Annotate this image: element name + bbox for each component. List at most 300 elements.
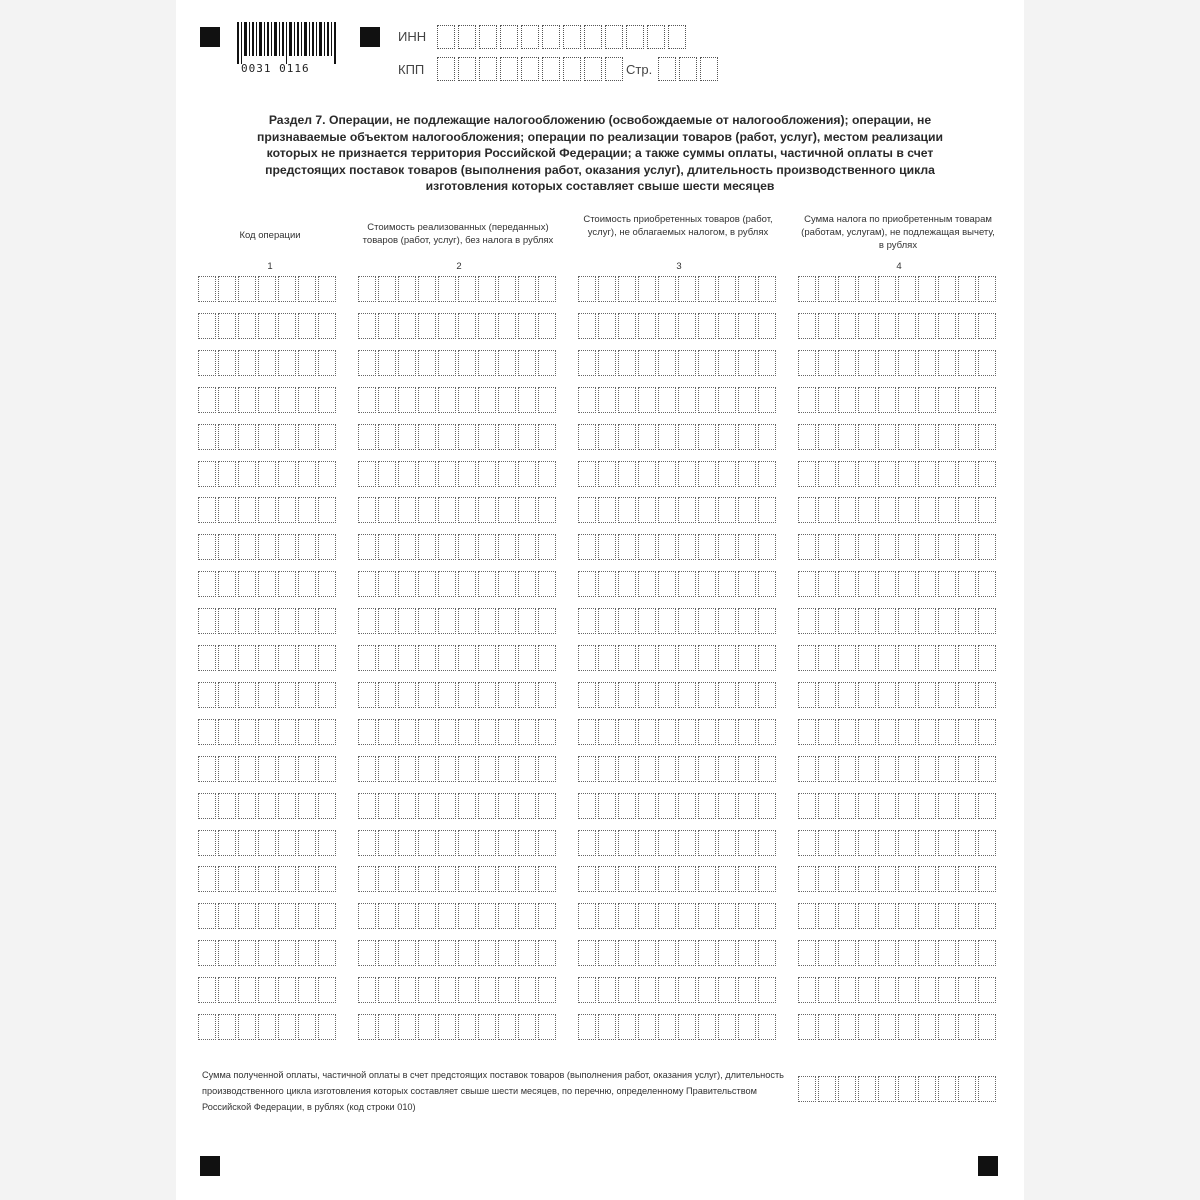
entry-cell[interactable] <box>458 645 476 671</box>
entry-cell[interactable] <box>858 903 876 929</box>
entry-cell[interactable] <box>218 350 236 376</box>
entry-cell[interactable] <box>238 682 256 708</box>
sold-value-field[interactable] <box>358 608 558 634</box>
entry-cell[interactable] <box>758 313 776 339</box>
entry-cell[interactable] <box>858 461 876 487</box>
entry-cell[interactable] <box>478 830 496 856</box>
entry-cell[interactable] <box>258 276 276 302</box>
entry-cell[interactable] <box>198 645 216 671</box>
entry-cell[interactable] <box>858 793 876 819</box>
operation-code-field[interactable] <box>198 276 338 302</box>
entry-cell[interactable] <box>978 313 996 339</box>
entry-cell[interactable] <box>798 387 816 413</box>
entry-cell[interactable] <box>218 719 236 745</box>
entry-cell[interactable] <box>938 424 956 450</box>
entry-cell[interactable] <box>918 350 936 376</box>
entry-cell[interactable] <box>518 830 536 856</box>
sold-value-field[interactable] <box>358 940 558 966</box>
entry-cell[interactable] <box>518 793 536 819</box>
entry-cell[interactable] <box>978 461 996 487</box>
entry-cell[interactable] <box>878 756 896 782</box>
entry-cell[interactable] <box>498 350 516 376</box>
entry-cell[interactable] <box>518 424 536 450</box>
entry-cell[interactable] <box>358 940 376 966</box>
entry-cell[interactable] <box>738 534 756 560</box>
entry-cell[interactable] <box>658 571 676 597</box>
entry-cell[interactable] <box>278 977 296 1003</box>
entry-cell[interactable] <box>578 608 596 634</box>
entry-cell[interactable] <box>238 313 256 339</box>
entry-cell[interactable] <box>538 608 556 634</box>
entry-cell[interactable] <box>298 940 316 966</box>
entry-cell[interactable] <box>498 977 516 1003</box>
entry-cell[interactable] <box>498 866 516 892</box>
entry-cell[interactable] <box>218 1014 236 1040</box>
entry-cell[interactable] <box>258 387 276 413</box>
entry-cell[interactable] <box>878 276 896 302</box>
entry-cell[interactable] <box>858 830 876 856</box>
entry-cell[interactable] <box>578 866 596 892</box>
entry-cell[interactable] <box>598 977 616 1003</box>
entry-cell[interactable] <box>498 1014 516 1040</box>
entry-cell[interactable] <box>418 313 436 339</box>
entry-cell[interactable] <box>698 940 716 966</box>
entry-cell[interactable] <box>638 866 656 892</box>
tax-amount-field[interactable] <box>798 645 998 671</box>
entry-cell[interactable] <box>498 682 516 708</box>
entry-cell[interactable] <box>538 1014 556 1040</box>
entry-cell[interactable] <box>378 497 396 523</box>
entry-cell[interactable] <box>678 387 696 413</box>
entry-cell[interactable] <box>818 645 836 671</box>
entry-cell[interactable] <box>258 497 276 523</box>
entry-cell[interactable] <box>498 793 516 819</box>
entry-cell[interactable] <box>578 940 596 966</box>
entry-cell[interactable] <box>278 571 296 597</box>
entry-cell[interactable] <box>738 793 756 819</box>
entry-cell[interactable] <box>718 1014 736 1040</box>
entry-cell[interactable] <box>278 645 296 671</box>
entry-cell[interactable] <box>718 682 736 708</box>
operation-code-field[interactable] <box>198 571 338 597</box>
entry-cell[interactable] <box>578 977 596 1003</box>
entry-cell[interactable] <box>738 903 756 929</box>
entry-cell[interactable] <box>758 497 776 523</box>
entry-cell[interactable] <box>658 497 676 523</box>
entry-cell[interactable] <box>798 461 816 487</box>
entry-cell[interactable] <box>838 866 856 892</box>
entry-cell[interactable] <box>518 350 536 376</box>
entry-cell[interactable] <box>358 424 376 450</box>
entry-cell[interactable] <box>438 350 456 376</box>
entry-cell[interactable] <box>278 903 296 929</box>
entry-cell[interactable] <box>418 608 436 634</box>
entry-cell[interactable] <box>238 977 256 1003</box>
tax-amount-field[interactable] <box>798 313 998 339</box>
entry-cell[interactable] <box>238 719 256 745</box>
entry-cell[interactable] <box>858 350 876 376</box>
entry-cell[interactable] <box>698 645 716 671</box>
entry-cell[interactable] <box>278 276 296 302</box>
entry-cell[interactable] <box>238 645 256 671</box>
entry-cell[interactable] <box>618 830 636 856</box>
entry-cell[interactable] <box>478 793 496 819</box>
total-cell[interactable] <box>958 1076 976 1102</box>
entry-cell[interactable] <box>838 461 856 487</box>
entry-cell[interactable] <box>938 903 956 929</box>
purchased-value-field[interactable] <box>578 276 778 302</box>
sold-value-field[interactable] <box>358 350 558 376</box>
entry-cell[interactable] <box>278 608 296 634</box>
entry-cell[interactable] <box>278 866 296 892</box>
entry-cell[interactable] <box>738 977 756 1003</box>
entry-cell[interactable] <box>638 903 656 929</box>
entry-cell[interactable] <box>298 682 316 708</box>
entry-cell[interactable] <box>718 719 736 745</box>
entry-cell[interactable] <box>818 756 836 782</box>
entry-cell[interactable] <box>478 719 496 745</box>
entry-cell[interactable] <box>798 313 816 339</box>
entry-cell[interactable] <box>898 866 916 892</box>
entry-cell[interactable] <box>698 756 716 782</box>
entry-cell[interactable] <box>518 719 536 745</box>
entry-cell[interactable] <box>478 608 496 634</box>
entry-cell[interactable] <box>438 830 456 856</box>
entry-cell[interactable] <box>538 313 556 339</box>
entry-cell[interactable] <box>318 682 336 708</box>
entry-cell[interactable] <box>718 461 736 487</box>
entry-cell[interactable] <box>438 645 456 671</box>
entry-cell[interactable] <box>938 940 956 966</box>
entry-cell[interactable] <box>758 276 776 302</box>
entry-cell[interactable] <box>618 276 636 302</box>
entry-cell[interactable] <box>278 313 296 339</box>
entry-cell[interactable] <box>238 793 256 819</box>
entry-cell[interactable] <box>718 497 736 523</box>
entry-cell[interactable] <box>578 645 596 671</box>
entry-cell[interactable] <box>838 682 856 708</box>
entry-cell[interactable] <box>938 608 956 634</box>
entry-cell[interactable] <box>258 1014 276 1040</box>
entry-cell[interactable] <box>698 977 716 1003</box>
entry-cell[interactable] <box>398 1014 416 1040</box>
entry-cell[interactable] <box>938 719 956 745</box>
entry-cell[interactable] <box>498 424 516 450</box>
entry-cell[interactable] <box>498 903 516 929</box>
entry-cell[interactable] <box>838 756 856 782</box>
entry-cell[interactable] <box>198 461 216 487</box>
entry-cell[interactable] <box>458 719 476 745</box>
entry-cell[interactable] <box>238 461 256 487</box>
entry-cell[interactable] <box>418 534 436 560</box>
entry-cell[interactable] <box>858 1014 876 1040</box>
entry-cell[interactable] <box>678 350 696 376</box>
entry-cell[interactable] <box>598 571 616 597</box>
entry-cell[interactable] <box>818 682 836 708</box>
entry-cell[interactable] <box>478 387 496 413</box>
entry-cell[interactable] <box>578 682 596 708</box>
tax-amount-field[interactable] <box>798 830 998 856</box>
entry-cell[interactable] <box>398 313 416 339</box>
entry-cell[interactable] <box>678 682 696 708</box>
purchased-value-field[interactable] <box>578 350 778 376</box>
entry-cell[interactable] <box>598 424 616 450</box>
entry-cell[interactable] <box>938 461 956 487</box>
entry-cell[interactable] <box>458 756 476 782</box>
entry-cell[interactable] <box>918 793 936 819</box>
entry-cell[interactable] <box>318 534 336 560</box>
entry-cell[interactable] <box>198 350 216 376</box>
operation-code-field[interactable] <box>198 830 338 856</box>
entry-cell[interactable] <box>878 313 896 339</box>
entry-cell[interactable] <box>678 461 696 487</box>
entry-cell[interactable] <box>898 645 916 671</box>
entry-cell[interactable] <box>318 719 336 745</box>
entry-cell[interactable] <box>418 756 436 782</box>
entry-cell[interactable] <box>498 645 516 671</box>
entry-cell[interactable] <box>878 534 896 560</box>
entry-cell[interactable] <box>398 571 416 597</box>
entry-cell[interactable] <box>438 276 456 302</box>
entry-cell[interactable] <box>378 608 396 634</box>
operation-code-field[interactable] <box>198 793 338 819</box>
entry-cell[interactable] <box>978 497 996 523</box>
entry-cell[interactable] <box>398 350 416 376</box>
entry-cell[interactable] <box>958 756 976 782</box>
sold-value-field[interactable] <box>358 977 558 1003</box>
entry-cell[interactable] <box>678 793 696 819</box>
entry-cell[interactable] <box>398 719 416 745</box>
entry-cell[interactable] <box>818 276 836 302</box>
entry-cell[interactable] <box>758 977 776 1003</box>
entry-cell[interactable] <box>418 276 436 302</box>
entry-cell[interactable] <box>198 313 216 339</box>
entry-cell[interactable] <box>898 977 916 1003</box>
entry-cell[interactable] <box>938 756 956 782</box>
entry-cell[interactable] <box>538 682 556 708</box>
entry-cell[interactable] <box>718 830 736 856</box>
entry-cell[interactable] <box>798 977 816 1003</box>
entry-cell[interactable] <box>438 719 456 745</box>
entry-cell[interactable] <box>478 461 496 487</box>
entry-cell[interactable] <box>598 608 616 634</box>
entry-cell[interactable] <box>638 830 656 856</box>
entry-cell[interactable] <box>358 719 376 745</box>
entry-cell[interactable] <box>598 830 616 856</box>
entry-cell[interactable] <box>878 571 896 597</box>
entry-cell[interactable] <box>978 1014 996 1040</box>
entry-cell[interactable] <box>398 793 416 819</box>
entry-cell[interactable] <box>458 276 476 302</box>
entry-cell[interactable] <box>978 903 996 929</box>
entry-cell[interactable] <box>738 571 756 597</box>
entry-cell[interactable] <box>318 977 336 1003</box>
entry-cell[interactable] <box>258 313 276 339</box>
entry-cell[interactable] <box>758 424 776 450</box>
purchased-value-field[interactable] <box>578 793 778 819</box>
entry-cell[interactable] <box>238 1014 256 1040</box>
entry-cell[interactable] <box>538 903 556 929</box>
entry-cell[interactable] <box>858 940 876 966</box>
entry-cell[interactable] <box>758 608 776 634</box>
entry-cell[interactable] <box>678 534 696 560</box>
entry-cell[interactable] <box>318 645 336 671</box>
entry-cell[interactable] <box>198 977 216 1003</box>
entry-cell[interactable] <box>218 866 236 892</box>
entry-cell[interactable] <box>918 940 936 966</box>
entry-cell[interactable] <box>898 756 916 782</box>
entry-cell[interactable] <box>218 387 236 413</box>
entry-cell[interactable] <box>838 276 856 302</box>
entry-cell[interactable] <box>738 719 756 745</box>
entry-cell[interactable] <box>298 793 316 819</box>
entry-cell[interactable] <box>858 866 876 892</box>
entry-cell[interactable] <box>658 866 676 892</box>
entry-cell[interactable] <box>978 571 996 597</box>
entry-cell[interactable] <box>378 461 396 487</box>
entry-cell[interactable] <box>678 424 696 450</box>
entry-cell[interactable] <box>438 756 456 782</box>
entry-cell[interactable] <box>738 756 756 782</box>
entry-cell[interactable] <box>878 461 896 487</box>
entry-cell[interactable] <box>358 830 376 856</box>
entry-cell[interactable] <box>898 534 916 560</box>
entry-cell[interactable] <box>658 276 676 302</box>
entry-cell[interactable] <box>718 977 736 1003</box>
entry-cell[interactable] <box>918 313 936 339</box>
entry-cell[interactable] <box>958 793 976 819</box>
entry-cell[interactable] <box>538 645 556 671</box>
entry-cell[interactable] <box>798 645 816 671</box>
entry-cell[interactable] <box>718 866 736 892</box>
entry-cell[interactable] <box>798 866 816 892</box>
entry-cell[interactable] <box>258 645 276 671</box>
entry-cell[interactable] <box>538 571 556 597</box>
entry-cell[interactable] <box>898 830 916 856</box>
entry-cell[interactable] <box>618 719 636 745</box>
entry-cell[interactable] <box>738 313 756 339</box>
entry-cell[interactable] <box>518 756 536 782</box>
entry-cell[interactable] <box>578 350 596 376</box>
entry-cell[interactable] <box>218 756 236 782</box>
purchased-value-field[interactable] <box>578 571 778 597</box>
entry-cell[interactable] <box>538 793 556 819</box>
entry-cell[interactable] <box>598 903 616 929</box>
entry-cell[interactable] <box>278 719 296 745</box>
entry-cell[interactable] <box>318 793 336 819</box>
entry-cell[interactable] <box>678 313 696 339</box>
entry-cell[interactable] <box>398 497 416 523</box>
entry-cell[interactable] <box>698 387 716 413</box>
entry-cell[interactable] <box>318 571 336 597</box>
entry-cell[interactable] <box>318 387 336 413</box>
entry-cell[interactable] <box>258 903 276 929</box>
total-cell[interactable] <box>878 1076 896 1102</box>
entry-cell[interactable] <box>458 424 476 450</box>
entry-cell[interactable] <box>318 608 336 634</box>
entry-cell[interactable] <box>818 830 836 856</box>
entry-cell[interactable] <box>978 350 996 376</box>
entry-cell[interactable] <box>658 350 676 376</box>
entry-cell[interactable] <box>578 313 596 339</box>
entry-cell[interactable] <box>278 350 296 376</box>
entry-cell[interactable] <box>418 866 436 892</box>
sold-value-field[interactable] <box>358 793 558 819</box>
entry-cell[interactable] <box>478 313 496 339</box>
entry-cell[interactable] <box>218 682 236 708</box>
entry-cell[interactable] <box>718 313 736 339</box>
entry-cell[interactable] <box>238 387 256 413</box>
entry-cell[interactable] <box>438 608 456 634</box>
entry-cell[interactable] <box>638 350 656 376</box>
entry-cell[interactable] <box>438 793 456 819</box>
entry-cell[interactable] <box>598 387 616 413</box>
entry-cell[interactable] <box>678 903 696 929</box>
entry-cell[interactable] <box>438 461 456 487</box>
entry-cell[interactable] <box>218 977 236 1003</box>
entry-cell[interactable] <box>958 719 976 745</box>
entry-cell[interactable] <box>758 571 776 597</box>
entry-cell[interactable] <box>858 977 876 1003</box>
entry-cell[interactable] <box>598 350 616 376</box>
entry-cell[interactable] <box>838 387 856 413</box>
entry-cell[interactable] <box>198 497 216 523</box>
entry-cell[interactable] <box>838 940 856 966</box>
entry-cell[interactable] <box>378 903 396 929</box>
entry-cell[interactable] <box>618 1014 636 1040</box>
entry-cell[interactable] <box>658 830 676 856</box>
entry-cell[interactable] <box>818 940 836 966</box>
entry-cell[interactable] <box>478 1014 496 1040</box>
entry-cell[interactable] <box>918 977 936 1003</box>
entry-cell[interactable] <box>798 571 816 597</box>
entry-cell[interactable] <box>498 830 516 856</box>
operation-code-field[interactable] <box>198 608 338 634</box>
entry-cell[interactable] <box>958 461 976 487</box>
entry-cell[interactable] <box>578 497 596 523</box>
entry-cell[interactable] <box>318 461 336 487</box>
entry-cell[interactable] <box>258 534 276 560</box>
purchased-value-field[interactable] <box>578 461 778 487</box>
entry-cell[interactable] <box>678 977 696 1003</box>
entry-cell[interactable] <box>358 534 376 560</box>
entry-cell[interactable] <box>938 682 956 708</box>
entry-cell[interactable] <box>538 350 556 376</box>
entry-cell[interactable] <box>858 719 876 745</box>
entry-cell[interactable] <box>818 903 836 929</box>
entry-cell[interactable] <box>498 940 516 966</box>
entry-cell[interactable] <box>878 1014 896 1040</box>
sold-value-field[interactable] <box>358 1014 558 1040</box>
entry-cell[interactable] <box>298 830 316 856</box>
entry-cell[interactable] <box>838 571 856 597</box>
entry-cell[interactable] <box>538 276 556 302</box>
entry-cell[interactable] <box>738 350 756 376</box>
entry-cell[interactable] <box>878 793 896 819</box>
entry-cell[interactable] <box>718 350 736 376</box>
entry-cell[interactable] <box>438 571 456 597</box>
entry-cell[interactable] <box>478 645 496 671</box>
entry-cell[interactable] <box>918 903 936 929</box>
entry-cell[interactable] <box>418 682 436 708</box>
entry-cell[interactable] <box>918 387 936 413</box>
entry-cell[interactable] <box>738 424 756 450</box>
entry-cell[interactable] <box>538 756 556 782</box>
entry-cell[interactable] <box>858 424 876 450</box>
tax-amount-field[interactable] <box>798 497 998 523</box>
entry-cell[interactable] <box>958 276 976 302</box>
entry-cell[interactable] <box>978 682 996 708</box>
